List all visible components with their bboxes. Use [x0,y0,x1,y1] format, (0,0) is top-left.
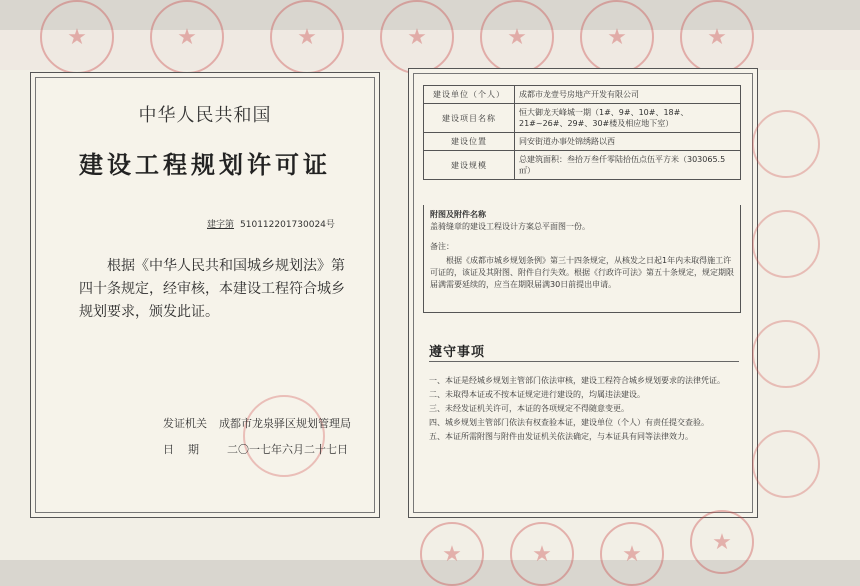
date-value: 二〇一七年六月二十七日 [227,443,348,456]
table-row [424,86,741,104]
certificate-title: 建设工程规划许可证 [79,150,331,179]
seal-stamp-icon [40,0,114,74]
attachments-text: 盖骑缝章的建设工程设计方案总平面图一份。 [430,222,590,231]
right-certificate-page [408,68,758,518]
seal-stamp-icon [580,0,654,74]
seal-stamp-icon [752,110,820,178]
attachments-section [423,205,741,313]
list-item: 一、本证是经城乡规划主管部门依法审核，建设工程符合城乡规划要求的法律凭证。 [429,376,725,385]
issuer-row [163,415,351,431]
issuer-seal-icon [243,395,325,477]
list-item: 三、未经发证机关许可，本证的各项规定不得随意变更。 [429,404,629,413]
list-item: 五、本证所需附图与附件由发证机关依法确定，与本证具有同等法律效力。 [429,432,693,441]
info-key: 建设单位（个人） [424,86,515,104]
table-row [424,151,741,180]
seal-stamp-icon [380,0,454,74]
seal-stamp-icon [690,510,754,574]
seal-stamp-icon [680,0,754,74]
date-row [163,441,348,457]
info-value: 恒大御龙天峰城一期（1#、9#、10#、18#、21#~26#、29#、30#楼及相应地下室） [515,104,741,133]
info-key: 建设项目名称 [424,104,515,133]
issuer-label: 发证机关 [163,417,207,430]
notes-text: 根据《成都市城乡规划条例》第三十四条规定，从核发之日起1年内未取得施工许可证的，该证及其附图、附件自行失效。根据《行政许可法》第五十条规定，规定期限届满需要延续的，应当在期限届满30日前提出申请。 [430,256,734,289]
seal-stamp-icon [150,0,224,74]
info-value: 总建筑面积：叁拾万叁仟零陆拾伍点伍平方米（303065.5㎡） [515,151,741,180]
seal-stamp-icon [510,522,574,586]
seal-stamp-icon [480,0,554,74]
table-row [424,133,741,151]
issuer-value: 成都市龙泉驿区规划管理局 [219,417,351,430]
rules-title: 遵守事项 [429,345,486,360]
seal-stamp-icon [270,0,344,74]
list-item: 二、未取得本证或不按本证规定进行建设的，均属违法建设。 [429,390,645,399]
attachments-title: 附图及附件名称 [430,210,486,219]
table-row [424,104,741,133]
project-info-table [423,85,741,180]
certificate-body-text: 根据《中华人民共和国城乡规划法》第四十条规定，经审核，本建设工程符合城乡规划要求，颁发此证。 [79,258,345,320]
certificate-sheet [0,30,860,560]
date-label: 日期 [163,443,213,456]
info-value: 成都市龙壹号房地产开发有限公司 [515,86,741,104]
seal-stamp-icon [752,430,820,498]
seal-strip-top [0,30,860,70]
certificate-number [207,217,335,230]
seal-stamp-icon [420,522,484,586]
nation-heading: 中华人民共和国 [138,105,272,126]
certificate-number-value: 510112201730024号 [240,220,335,230]
seal-column-right [762,90,812,570]
rules-divider [429,361,739,362]
info-key: 建设规模 [424,151,515,180]
notes-label: 备注： [430,242,454,251]
seal-stamp-icon [752,210,820,278]
left-certificate-page [30,72,380,518]
list-item: 四、城乡规划主管部门依法有权查验本证，建设单位（个人）有责任提交查验。 [429,418,709,427]
seal-stamp-icon [600,522,664,586]
seal-stamp-icon [752,320,820,388]
info-value: 同安街道办事处锦绣路以西 [515,133,741,151]
info-key: 建设位置 [424,133,515,151]
rules-list [429,375,739,445]
certificate-number-label: 建字第 [207,220,235,230]
